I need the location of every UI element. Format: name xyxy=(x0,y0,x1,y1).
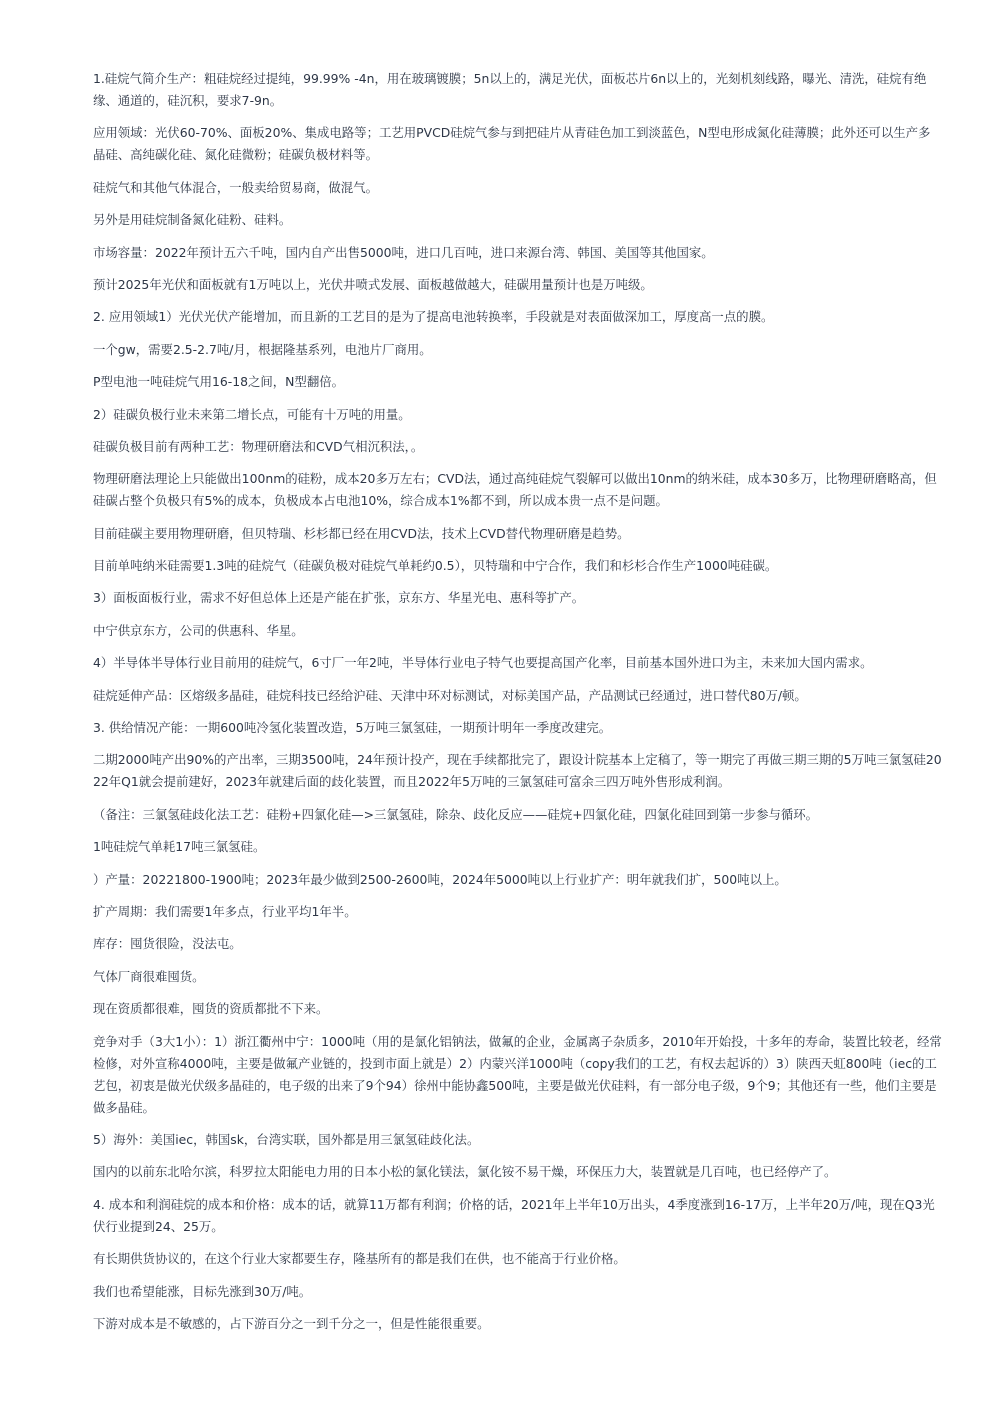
paragraph-30: 国内的以前东北哈尔滨，科罗拉太阳能电力用的日本小松的氯化镁法，氯化铵不易干燥，环保压力大，装置就是几百吨，也已经停产了。 xyxy=(93,1164,837,1180)
paragraph-6: 预计2025年光伏和面板就有1万吨以上，光伏井喷式发展、面板越做越大，硅碳用量预计也是万吨级。 xyxy=(93,276,653,292)
paragraph-19: 3. 供给情况产能：一期600吨冷氢化装置改造，5万吨三氯氢硅，一期预计明年一季度改建完。 xyxy=(93,720,612,736)
paragraph-18: 硅烷延伸产品：区熔级多晶硅，硅烷科技已经给沪硅、天津中环对标测试，对标美国产品，产品测试已经通过，进口替代80万/顿。 xyxy=(93,687,807,703)
paragraph-23: ）产量：20221800-1900吨；2023年最少做到2500-2600吨，2024年5000吨以上行业扩产：明年就我们扩，500吨以上。 xyxy=(93,871,787,887)
paragraph-26: 气体厂商很难囤货。 xyxy=(93,968,205,984)
paragraph-32: 有长期供货协议的，在这个行业大家都要生存，隆基所有的都是我们在供，也不能高于行业价格。 xyxy=(93,1251,626,1267)
paragraph-16: 中宁供京东方，公司的供惠科、华星。 xyxy=(93,622,304,638)
paragraph-20: 二期2000吨产出90%的产出率，三期3500吨，24年预计投产，现在手续都批完了，跟设计院基本上定稿了，等一期完了再做三期三期的5万吨三氯氢硅2022年Q1就会提前建好，2023年就建后面的歧化装置，而且2022年5万吨的三氯氢硅可富余三四万吨外售形成利润。 xyxy=(93,752,942,790)
paragraph-21: （备注：三氯氢硅歧化法工艺：硅粉+四氯化硅—>三氯氢硅，除杂、歧化反应——硅烷+四氯化硅，四氯化硅回到第一步参与循环。 xyxy=(93,806,819,822)
paragraph-34: 下游对成本是不敏感的，占下游百分之一到千分之一，但是性能很重要。 xyxy=(93,1315,490,1331)
paragraph-33: 我们也希望能涨，目标先涨到30万/吨。 xyxy=(93,1283,312,1299)
paragraph-15: 3）面板面板行业，需求不好但总体上还是产能在扩张，京东方、华星光电、惠科等扩产。 xyxy=(93,590,585,606)
paragraph-29: 5）海外：美国iec，韩国sk，台湾实联，国外都是用三氯氢硅歧化法。 xyxy=(93,1131,480,1147)
paragraph-7: 2. 应用领域1）光伏光伏产能增加，而且新的工艺目的是为了提高电池转换率，手段就是对表面做深加工，厚度高一点的膜。 xyxy=(93,309,774,325)
paragraph-10: 2）硅碳负极行业未来第二增长点，可能有十万吨的用量。 xyxy=(93,406,411,422)
paragraph-28: 竞争对手（3大1小）：1）浙江衢州中宁：1000吨（用的是氯化铝钠法，做氟的企业，金属离子杂质多，2010年开始投，十多年的寿命，装置比较老，经常检修，对外宣称4000吨，主要是做氟产业链的，投到市面上就是）2）内蒙兴洋1000吨（copy我们的工艺，有权去起诉的）3）陕西天虹800吨（iec的工艺包，初衷是做光伏级多晶硅的，电子级的出来了9个94）徐州中能协鑫500吨，主要是做光伏硅料，有一部分电子级，9个9；其他还有一些，他们主要是做多晶硅。 xyxy=(93,1033,942,1115)
paragraph-22: 1吨硅烷气单耗17吨三氯氢硅。 xyxy=(93,839,266,855)
paragraph-8: 一个gw，需要2.5-2.7吨/月，根据隆基系列，电池片厂商用。 xyxy=(93,341,432,357)
paragraph-27: 现在资质都很难，囤货的资质都批不下来。 xyxy=(93,1001,329,1017)
paragraph-4: 另外是用硅烷制备氮化硅粉、硅料。 xyxy=(93,212,292,228)
paragraph-9: P型电池一吨硅烷气用16-18之间，N型翻倍。 xyxy=(93,374,344,390)
paragraph-31: 4. 成本和利润硅烷的成本和价格：成本的话，就算11万都有利润；价格的话，2021年上半年10万出头，4季度涨到16-17万，上半年20万/吨，现在Q3光伏行业提到24、25万。 xyxy=(93,1196,935,1234)
paragraph-17: 4）半导体半导体行业目前用的硅烷气，6寸厂一年2吨，半导体行业电子特气也要提高国产化率，目前基本国外进口为主，未来加大国内需求。 xyxy=(93,655,873,671)
paragraph-11: 硅碳负极目前有两种工艺：物理研磨法和CVD气相沉积法，。 xyxy=(93,438,424,454)
paragraph-12: 物理研磨法理论上只能做出100nm的硅粉，成本20多万左右；CVD法，通过高纯硅烷气裂解可以做出10nm的纳米硅，成本30多万，比物理研磨略高，但硅碳占整个负极只有5%的成本，负极成本占电池10%，综合成本1%都不到，所以成本贵一点不是问题。 xyxy=(93,471,937,509)
paragraph-24: 扩产周期：我们需要1年多点，行业平均1年半。 xyxy=(93,903,357,919)
paragraph-13: 目前硅碳主要用物理研磨，但贝特瑞、杉杉都已经在用CVD法，技术上CVD替代物理研磨是趋势。 xyxy=(93,525,630,541)
paragraph-2: 应用领域：光伏60-70%、面板20%、集成电路等；工艺用PVCD硅烷气参与到把硅片从青硅色加工到淡蓝色，N型电形成氮化硅薄膜；此外还可以生产多晶硅、高纯碳化硅、氮化硅微粉；硅碳负极材料等。 xyxy=(93,125,931,163)
paragraph-5: 市场容量：2022年预计五六千吨，国内自产出售5000吨，进口几百吨，进口来源台湾、韩国、美国等其他国家。 xyxy=(93,244,714,260)
paragraph-14: 目前单吨纳米硅需要1.3吨的硅烷气（硅碳负极对硅烷气单耗约0.5），贝特瑞和中宁合作，我们和杉杉合作生产1000吨硅碳。 xyxy=(93,558,778,574)
paragraph-3: 硅烷气和其他气体混合，一般卖给贸易商，做混气。 xyxy=(93,179,378,195)
paragraph-1: 1.硅烷气简介生产：粗硅烷经过提纯，99.99% -4n，用在玻璃镀膜；5n以上的，满足光伏，面板芯片6n以上的，光刻机刻线路，曝光、清洗，硅烷有绝缘、通道的，硅沉积，要求7-9n。 xyxy=(93,71,927,108)
paragraph-25: 库存：囤货很险，没法屯。 xyxy=(93,936,242,952)
